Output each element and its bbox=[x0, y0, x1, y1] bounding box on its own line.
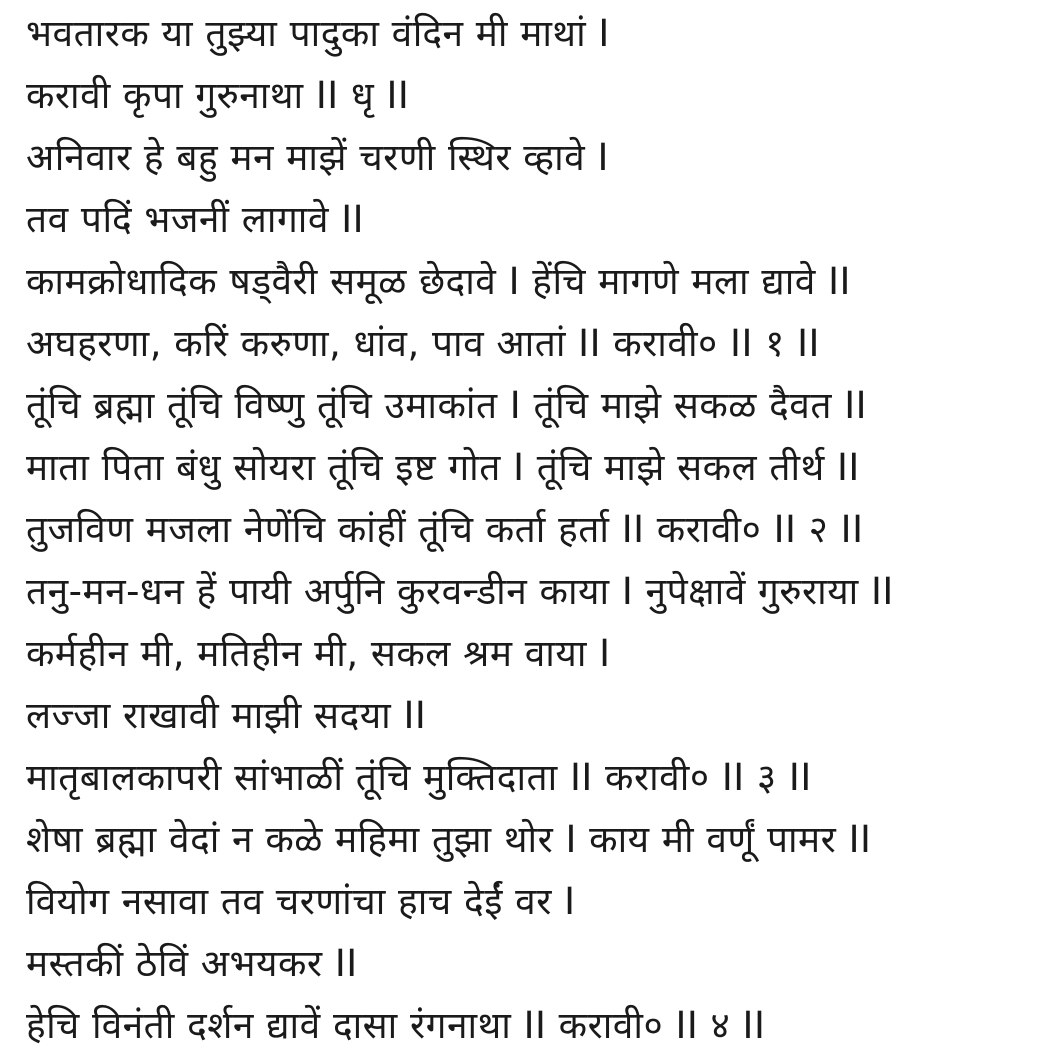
verse-line-3: अनिवार हे बहु मन माझें चरणी स्थिर व्हावे I bbox=[26, 136, 609, 179]
verse-line-9: तुजविण मजला नेणेंचि कांहीं तूंचि कर्ता हर्ता II करावी० II २ II bbox=[26, 508, 864, 551]
verse-line-6: अघहरणा, करिं करुणा, धांव, पाव आतां II करावी० II १ II bbox=[26, 322, 820, 365]
verse-line-12: लज्जा राखावी माझी सदया II bbox=[26, 694, 427, 737]
verse-line-4: तव पदिं भजनीं लागावे II bbox=[26, 198, 365, 241]
verse-line-15: वियोग नसावा तव चरणांचा हाच देईं वर I bbox=[26, 880, 576, 923]
verse-line-7: तूंचि ब्रह्मा तूंचि विष्णु तूंचि उमाकांत I तूंचि माझे सकळ दैवत II bbox=[26, 384, 868, 427]
verse-line-17: हेचि विनंती दर्शन द्यावें दासा रंगनाथा II करावी० II ४ II bbox=[26, 1004, 766, 1047]
verse-line-5: कामक्रोधादिक षड्वैरी समूळ छेदावे I हेंचि मागणे मला द्यावे II bbox=[26, 260, 851, 303]
verse-line-10: तनु-मन-धन हें पायी अर्पुनि कुरवन्डीन काया I नुपेक्षावें गुरुराया II bbox=[26, 570, 894, 613]
verse-line-13: मातृबालकापरी सांभाळीं तूंचि मुक्तिदाता II करावी० II ३ II bbox=[26, 756, 812, 799]
verse-line-14: शेषा ब्रह्मा वेदां न कळे महिमा तुझा थोर I काय मी वर्णूं पामर II bbox=[26, 818, 872, 861]
verse-line-2: करावी कृपा गुरुनाथा II धृ II bbox=[26, 74, 410, 117]
verse-line-11: कर्महीन मी, मतिहीन मी, सकल श्रम वाया I bbox=[26, 632, 611, 675]
verse-line-8: माता पिता बंधु सोयरा तूंचि इष्ट गोत I तूंचि माझे सकल तीर्थ II bbox=[26, 446, 860, 489]
verse-line-16: मस्तकीं ठेविं अभयकर II bbox=[26, 942, 358, 985]
verse-line-1: भवतारक या तुझ्या पादुका वंदिन मी माथां I bbox=[26, 12, 610, 55]
